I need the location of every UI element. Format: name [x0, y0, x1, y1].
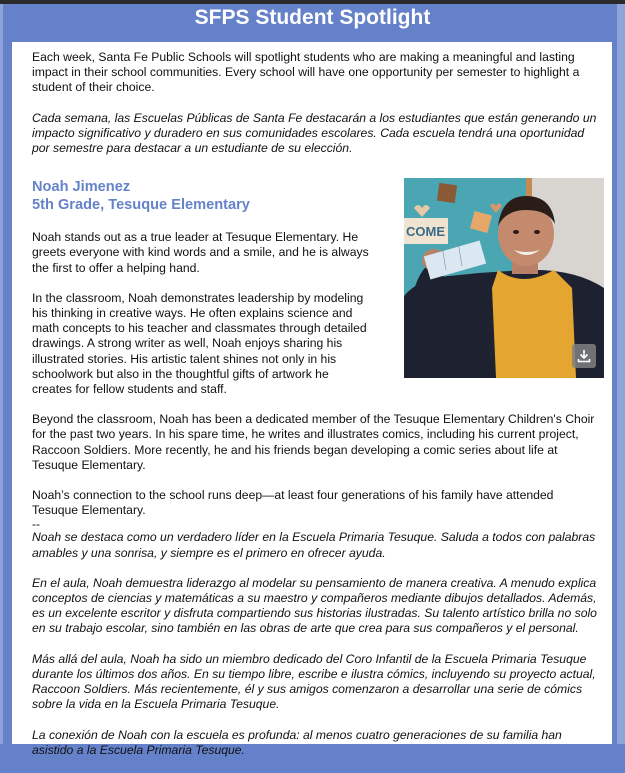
left-border — [0, 4, 3, 744]
language-separator: -- — [32, 517, 41, 532]
intro-english: Each week, Santa Fe Public Schools will spotlight students who are making a meaningful and lasting impact in their school communities. Every school will have one opportunity per semester to highlight a student of their choice. — [32, 50, 580, 95]
download-button[interactable] — [572, 344, 596, 368]
spotlight-content — [32, 50, 600, 773]
download-icon — [577, 349, 591, 363]
window-top-bar — [0, 0, 625, 4]
svg-text:COME: COME — [406, 224, 445, 240]
page-title: SFPS Student Spotlight — [194, 6, 431, 29]
intro-spanish: Cada semana, las Escuelas Públicas de Santa Fe destacarán a los estudiantes que están generando un impacto significativo y duradero en sus comunidades escolares. Cada escuela tendrá una oportunidad por semestre para destacar a un estudiante de su elección. — [32, 110, 597, 156]
right-scroll-edge — [617, 4, 625, 744]
student-paragraph-es-3: Más allá del aula, Noah ha sido un miembro dedicado del Coro Infantil de la Escuela Primaria Tesuque durante los últimos dos años. En su tiempo libre, escribe e ilustra cómics, incluyendo su proyecto actual, Raccoon Soldiers. Más recientemente, él y sus amigos comenzaron a desarrollar una serie de cómics sobre la vida en la Escuela Primaria Tesuque. — [32, 651, 596, 712]
student-section — [32, 178, 600, 758]
student-paragraph-es-2: En el aula, Noah demuestra liderazgo al modelar su pensamiento de manera creativa. A menudo explica conceptos de ciencias y matemáticas a su maestro y compañeros mediante dibujos detallados. Además, es un excelente escritor y disfruta compartiendo sus historias ilustradas. Su talento artístico brilla no solo en su trabajo escolar, sino también en las obras de arte que crea para sus compañeros y el personal. — [32, 575, 597, 636]
student-name: Noah Jimenez — [32, 179, 131, 196]
student-paragraph-es-1: Noah se destaca como un verdadero líder en la Escuela Primaria Tesuque. Saluda a todos con palabras amables y una sonrisa, y siempre es el primero en ofrecer ayuda. — [32, 530, 596, 560]
student-paragraph-en-4: Noah’s connection to the school runs deep—at least four generations of his family have attended Tesuque Elementary. — [32, 488, 554, 518]
student-paragraph-en-3: Beyond the classroom, Noah has been a dedicated member of the Tesuque Elementary Children's Choir for the past two years. In his spare time, he writes and illustrates comics, including his current project, Raccoon Soldiers. More recently, he and his friends began developing a comic series about life at Tesuque Elementary. — [32, 412, 595, 472]
student-paragraph-en-2: In the classroom, Noah demonstrates leadership by modeling his thinking in creative ways. He often explains science and math concepts to his teacher and classmates through detailed drawings. A strong writer as well, Noah enjoys sharing his illustrated stories. His artistic talent shines not only in his schoolwork but also in the thoughtful gifts of artwork he creates for fellow students and staff. — [32, 290, 367, 397]
student-paragraph-es-4: La conexión de Noah con la escuela es profunda: al menos cuatro generaciones de su familia han asistido a la Escuela Primaria Tesuque. — [32, 727, 562, 757]
spotlight-card — [12, 42, 612, 757]
student-paragraph-en-1: Noah stands out as a true leader at Tesuque Elementary. He greets everyone with kind words and a smile, and he is always the first to offer a helping hand. — [32, 230, 369, 275]
student-grade-school: 5th Grade, Tesuque Elementary — [32, 197, 250, 214]
student-photo[interactable] — [404, 178, 604, 378]
